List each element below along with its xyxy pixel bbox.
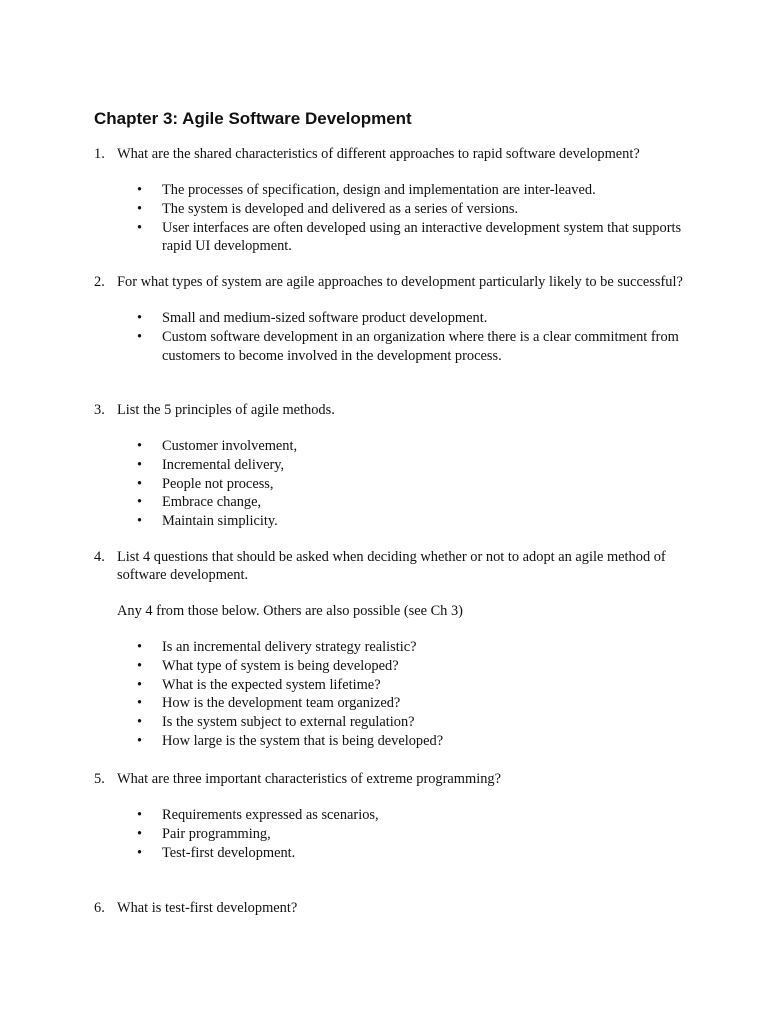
bullet-icon: •	[137, 807, 143, 823]
answer-list	[94, 181, 684, 256]
bullet-icon: •	[137, 676, 143, 693]
list-item: • The processes of specification, design and implementation are inter-leaved.	[137, 182, 596, 198]
list-item: • Requirements expressed as scenarios,	[137, 807, 379, 823]
list-item: • Test-first development.	[137, 844, 296, 861]
bullet-icon: •	[137, 714, 143, 731]
list-item: • Customer involvement,	[137, 438, 298, 454]
list-item: • Is an incremental delivery strategy realistic?	[137, 639, 417, 655]
bullet-icon: •	[137, 182, 143, 198]
list-item: • Is the system subject to external regulation?	[137, 714, 415, 731]
bullet-icon: •	[137, 513, 143, 530]
question-number: 1.	[94, 146, 105, 162]
question-number: 4.	[94, 549, 105, 565]
chapter-title: Chapter 3: Agile Software Development	[94, 109, 412, 128]
question-1	[94, 145, 684, 256]
question-text: What are the shared characteristics of different approaches to rapid software development?	[117, 146, 640, 162]
question-3	[94, 401, 684, 531]
list-item: • People not process,	[137, 475, 274, 492]
list-item: • Pair programming,	[137, 825, 271, 842]
answer-list	[94, 437, 684, 531]
answer-list	[94, 638, 684, 751]
list-item: • Embrace change,	[137, 494, 262, 511]
list-item: • User interfaces are often developed using an interactive development system that supports rapid UI development.	[137, 219, 682, 255]
bullet-icon: •	[137, 695, 143, 712]
question-4	[94, 548, 684, 751]
answer-list	[94, 309, 684, 365]
bullet-icon: •	[137, 219, 143, 236]
bullet-icon: •	[137, 475, 143, 492]
answer-note: Any 4 from those below. Others are also possible (see Ch 3)	[117, 603, 463, 619]
list-item: • What type of system is being developed?	[137, 657, 399, 674]
bullet-icon: •	[137, 200, 143, 217]
question-number: 6.	[94, 900, 105, 916]
list-item: • How is the development team organized?	[137, 695, 401, 712]
bullet-icon: •	[137, 456, 143, 473]
bullet-icon: •	[137, 657, 143, 674]
question-number: 3.	[94, 402, 105, 418]
bullet-icon: •	[137, 732, 143, 749]
answer-list	[94, 806, 684, 862]
bullet-icon: •	[137, 438, 143, 454]
question-6	[94, 899, 684, 917]
list-item: • Custom software development in an organization where there is a clear commitment from customers to become involved in the development process.	[137, 328, 679, 364]
question-5	[94, 770, 684, 862]
list-item: • What is the expected system lifetime?	[137, 676, 381, 693]
list-item: • Maintain simplicity.	[137, 513, 278, 530]
question-2	[94, 273, 684, 365]
question-number: 2.	[94, 274, 105, 290]
question-text: What are three important characteristics of extreme programming?	[117, 771, 501, 787]
question-text: List the 5 principles of agile methods.	[117, 402, 335, 418]
list-item: • Small and medium-sized software product development.	[137, 310, 488, 326]
bullet-icon: •	[137, 639, 143, 655]
bullet-icon: •	[137, 310, 143, 326]
bullet-icon: •	[137, 825, 143, 842]
list-item: • How large is the system that is being developed?	[137, 732, 444, 749]
list-item: • Incremental delivery,	[137, 456, 285, 473]
question-text: What is test-first development?	[117, 900, 298, 916]
question-number: 5.	[94, 771, 105, 787]
bullet-icon: •	[137, 328, 143, 345]
bullet-icon: •	[137, 494, 143, 511]
bullet-icon: •	[137, 844, 143, 861]
list-item: • The system is developed and delivered as a series of versions.	[137, 200, 519, 217]
question-text: List 4 questions that should be asked when deciding whether or not to adopt an agile method of software development.	[117, 549, 666, 583]
question-text: For what types of system are agile approaches to development particularly likely to be successful?	[117, 274, 683, 290]
